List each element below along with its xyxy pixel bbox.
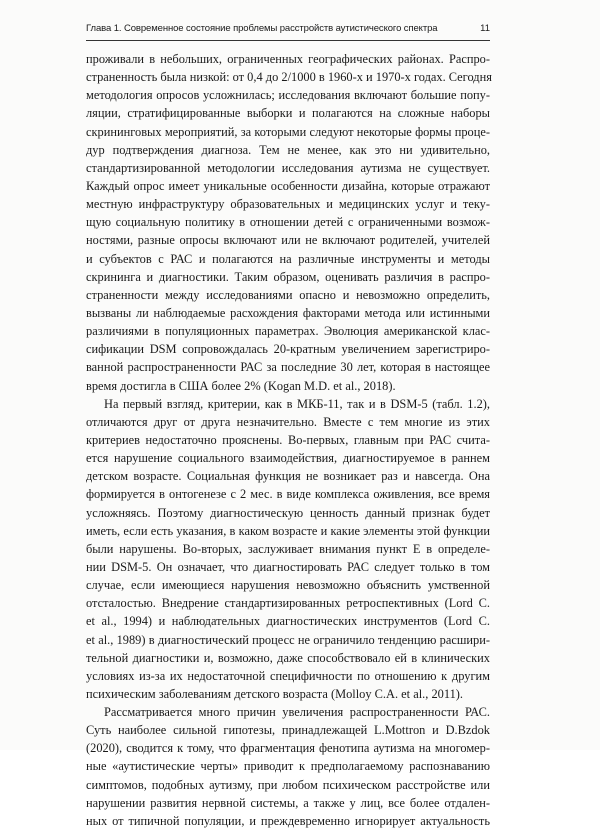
text-line: стандартизированной методологии исследования аутизма не существует. bbox=[86, 160, 490, 175]
text-line: симптомов, подобных аутизму, при любом психическом расстройстве или bbox=[86, 777, 490, 792]
text-line: скрининговых мероприятий, за которыми следуют некоторые формы проце- bbox=[86, 124, 490, 139]
text-line: страненности между исследованиями опасно и невозможно определить, bbox=[86, 287, 490, 302]
text-line: формируется в онтогенезе с 2 мес. в виде комплекса оживления, все время bbox=[86, 487, 490, 502]
text-line: местную инфраструктуру образовательных и медицинских услуг и теку- bbox=[86, 197, 490, 212]
text-line: проживали в небольших, ограниченных географических районах. Распро- bbox=[86, 52, 490, 66]
text-line: щую социальную политику в отношении детей с ограниченными возмож- bbox=[86, 215, 490, 230]
text-line: et al., 1994) и наблюдательных диагностических инструментов (Lord C. bbox=[86, 614, 490, 629]
text-line: случае, если имеющиеся нарушения невозможно объяснить умственной bbox=[86, 578, 490, 593]
text-line: ностями, разные опросы включают или не включают родителей, учителей bbox=[86, 233, 490, 248]
text-line: страненность была низкой: от 0,4 до 2/1000 в 1960-х и 1970-х годах. Сегодня bbox=[86, 70, 492, 85]
page-number: 11 bbox=[480, 23, 490, 34]
text-line: и субъектов с РАС и полагаются на различные инструменты и методы bbox=[86, 251, 490, 266]
text-line: (2020), сводится к тому, что фрагментация фенотипа аутизма на многомер- bbox=[86, 741, 490, 756]
text-line: нарушении развития нервной системы, а также у лиц, все более отдален- bbox=[86, 795, 490, 810]
chapter-title: Глава 1. Современное состояние проблемы расстройств аутистического спектра bbox=[86, 23, 438, 34]
paragraph bbox=[86, 703, 490, 830]
running-header bbox=[86, 20, 490, 41]
text-line: время достигла в США более 2% (Kogan M.D. et al., 2018). bbox=[86, 378, 396, 393]
text-line: отличаются друг от друга незначительно. Вместе с тем многие из этих bbox=[86, 414, 490, 429]
text-line: Суть наиболее сильной гипотезы, принадлежащей L.Mottron и D.Bzdok bbox=[86, 723, 490, 738]
text-line: ется нарушение социального взаимодействия, диагностируемое в раннем bbox=[86, 451, 490, 466]
text-line: различиями в популяционных параметрах. Эволюция американской клас- bbox=[86, 324, 490, 339]
text-line: психическим заболеваниям детского возраста (Molloy C.A. et al., 2011). bbox=[86, 686, 463, 701]
text-line: вызваны ли наблюдаемые расхождения факторами метода или истинными bbox=[86, 305, 490, 320]
paragraph bbox=[86, 395, 490, 703]
text-line: отсталостью. Внедрение стандартизированных ретроспективных (Lord C. bbox=[86, 596, 490, 611]
text-line: ные «аутистические черты» приводит к предполагаемому распознаванию bbox=[86, 759, 490, 774]
text-line: тельной диагностики и, возможно, даже способствовало ей в клинических bbox=[86, 650, 490, 665]
text-line: скрининга и диагностики. Таким образом, оценивать различия в распро- bbox=[86, 269, 490, 284]
text-line: методология опросов усложнилась; исследования включают большие попу- bbox=[86, 88, 490, 103]
paragraph bbox=[86, 50, 490, 395]
text-line: ляции, стратифицированные выборки и полагаются на сложные наборы bbox=[86, 106, 490, 121]
text-line: критериев недостаточно прояснены. Во-первых, главным при РАС счита- bbox=[86, 432, 490, 447]
text-line: детском возрасте. Социальная функция не возникает раз и навсегда. Она bbox=[86, 469, 490, 484]
text-line: усложняясь. Поэтому диагностическую ценность данный признак будет bbox=[86, 505, 490, 520]
text-line: сификации DSM сопровождалась 20-кратным увеличением зарегистриро- bbox=[86, 342, 490, 357]
text-line: были нарушены. Во-вторых, заслуживает внимания пункт Е в определе- bbox=[86, 541, 490, 556]
text-line: Рассматривается много причин увеличения распространенности РАС. bbox=[104, 705, 490, 720]
text-line: Каждый опрос имеет уникальные особенности дизайна, которые отражают bbox=[86, 178, 490, 193]
body-text bbox=[86, 50, 490, 830]
text-line: дур подтверждения диагноза. Тем не менее, как это ни удивительно, bbox=[86, 142, 490, 157]
text-line: ных от типичной популяции, и преждевременно игнорирует актуальность bbox=[86, 813, 490, 828]
text-line: et al., 1989) в диагностический процесс не ограничило тенденцию расшири- bbox=[86, 632, 490, 647]
text-line: На первый взгляд, критерии, как в МКБ-11, так и в DSM-5 (табл. 1.2), bbox=[104, 396, 490, 411]
text-line: иметь, если есть указания, в каком возрасте и какие элементы этой функции bbox=[86, 523, 490, 538]
text-line: условиях из-за их недостаточной специфичности по отношению к другим bbox=[86, 668, 490, 683]
text-line: ванной распространенности РАС за последние 30 лет, которая в настоящее bbox=[86, 360, 490, 375]
text-line: нии DSM-5. Он означает, что диагностировать РАС следует только в том bbox=[86, 559, 490, 574]
